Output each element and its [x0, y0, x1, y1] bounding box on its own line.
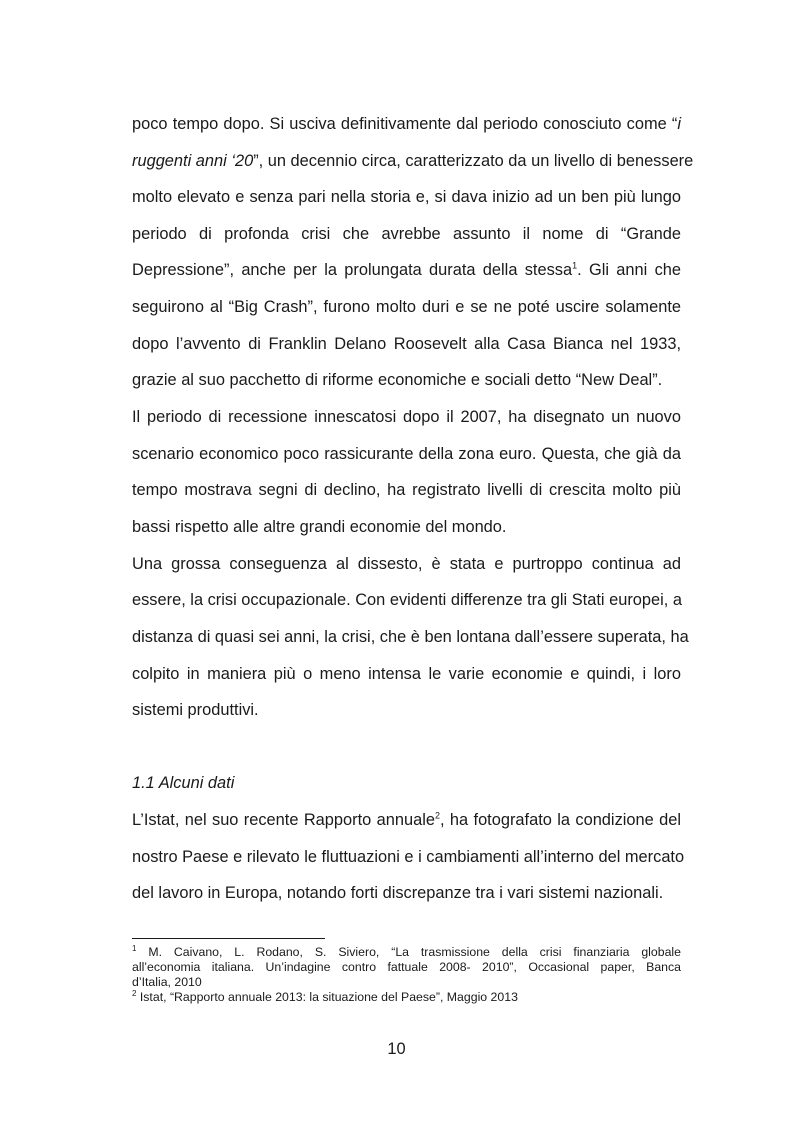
footnote-1-line-2: all’economia italiana. Un’indagine contro fattuale 2008- 2010”, Occasional paper, Banca [132, 960, 681, 974]
paragraph-1-line-1: poco tempo dopo. Si usciva definitivamente dal periodo conosciuto come “i [132, 115, 681, 133]
footnote-2-line-1: $^2$ Istat, “Rapporto annuale 2013: la situazione del Paese”, Maggio 2013 [132, 988, 518, 1004]
footnote-ref-1: 1 [572, 260, 578, 271]
paragraph-1-line-5: Depressione”, anche per la prolungata durata della stessa$^1$. Gli anni che [132, 260, 681, 279]
paragraph-2-line-3: tempo mostrava segni di declino, ha registrato livelli di crescita molto più [132, 481, 681, 499]
footnote-1-marker: 1 [132, 943, 137, 953]
paragraph-4-line-2: nostro Paese e rilevato le fluttuazioni e i cambiamenti all’interno del mercato [132, 848, 685, 866]
paragraph-1-line-4: periodo di profonda crisi che avrebbe assunto il nome di “Grande [132, 225, 681, 243]
paragraph-1-line-6: seguirono al “Big Crash”, furono molto duri e se ne poté uscire solamente [132, 298, 681, 316]
footnote-2-marker: 2 [132, 988, 137, 998]
paragraph-4-line-3: del lavoro in Europa, notando forti discrepanze tra i vari sistemi nazionali. [132, 884, 664, 902]
paragraph-3-line-1: Una grossa conseguenza al dissesto, è stata e purtroppo continua ad [132, 555, 681, 573]
page-number: 10 [387, 1040, 406, 1058]
paragraph-1-line-3: molto elevato e senza pari nella storia e, si dava inizio ad un ben più lungo [132, 188, 681, 206]
paragraph-3-line-3: distanza di quasi sei anni, la crisi, che è ben lontana dall’essere superata, ha [132, 628, 689, 646]
paragraph-3-line-4: colpito in maniera più o meno intensa le varie economie e quindi, i loro [132, 665, 681, 683]
footnote-divider [132, 938, 325, 939]
paragraph-2-line-1: Il periodo di recessione innescatosi dopo il 2007, ha disegnato un nuovo [132, 408, 681, 426]
paragraph-3-line-5: sistemi produttivi. [132, 701, 259, 719]
footnote-1-line-3: d’Italia, 2010 [132, 975, 202, 989]
paragraph-2-line-2: scenario economico poco rassicurante della zona euro. Questa, che già da [132, 445, 681, 463]
footnote-ref-2: 2 [434, 810, 440, 821]
paragraph-2-line-4: bassi rispetto alle altre grandi economie del mondo. [132, 518, 507, 536]
section-heading: 1.1 Alcuni dati [132, 774, 235, 792]
paragraph-1-line-8: grazie al suo pacchetto di riforme economiche e sociali detto “New Deal”. [132, 371, 663, 389]
paragraph-3-line-2: essere, la crisi occupazionale. Con evidenti differenze tra gli Stati europei, a [132, 591, 682, 609]
paragraph-1-line-7: dopo l’avvento di Franklin Delano Roosevelt alla Casa Bianca nel 1933, [132, 335, 681, 353]
paragraph-1-line-2: ruggenti anni ‘20”, un decennio circa, caratterizzato da un livello di benessere [132, 152, 694, 170]
paragraph-4-line-1: L’Istat, nel suo recente Rapporto annuale$^2$, ha fotografato la condizione del [132, 810, 681, 829]
footnote-1-line-1: $^1$ M. Caivano, L. Rodano, S. Siviero, “La trasmissione della crisi finanziaria globale [132, 943, 681, 959]
